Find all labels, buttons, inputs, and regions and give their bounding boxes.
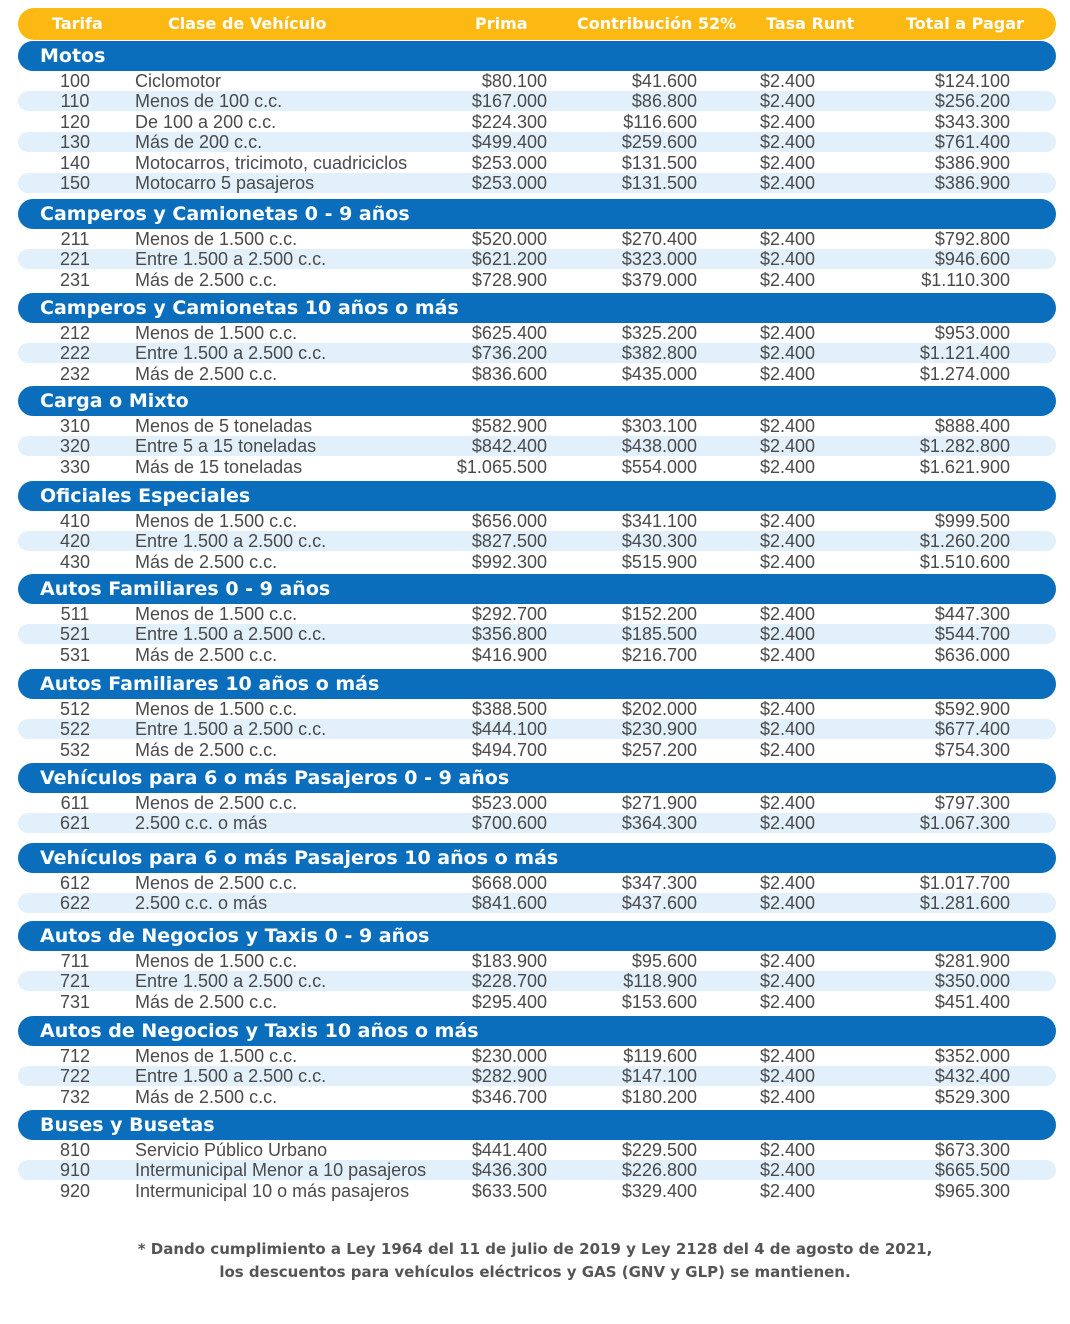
- contribucion-cell: $119.600: [623, 1046, 697, 1066]
- runt-cell: $2.400: [759, 1180, 815, 1201]
- contribucion-cell: $230.900: [621, 719, 697, 740]
- table-row: [18, 793, 1056, 813]
- prima-cell: $520.000: [471, 229, 547, 249]
- tarifa-cell: 910: [59, 1160, 91, 1181]
- total-cell: $999.500: [934, 511, 1010, 531]
- total-cell: $761.400: [934, 132, 1010, 153]
- total-cell: $451.400: [934, 991, 1010, 1012]
- total-cell: $677.400: [934, 719, 1010, 740]
- tarifa-cell: 150: [59, 173, 91, 193]
- clase-cell: Más de 2.500 c.c.: [135, 991, 278, 1012]
- prima-cell: $167.000: [471, 91, 547, 112]
- table-row: [18, 1087, 1056, 1107]
- total-cell: $1.510.600: [919, 551, 1010, 572]
- total-cell: $754.300: [934, 739, 1010, 760]
- clase-cell: Menos de 100 c.c.: [135, 91, 283, 112]
- header-tarifa: Tarifa: [52, 14, 103, 33]
- prima-cell: $228.700: [471, 971, 547, 992]
- runt-cell: $2.400: [759, 229, 815, 249]
- contribucion-cell: $382.800: [621, 343, 697, 364]
- header-total: Total a Pagar: [906, 14, 1024, 33]
- tarifa-cell: 320: [59, 436, 91, 457]
- clase-cell: Menos de 1.500 c.c.: [135, 229, 298, 249]
- table-row: [18, 1140, 1056, 1160]
- prima-cell: $842.400: [471, 436, 547, 457]
- tarifa-cell: 522: [59, 719, 91, 740]
- contribucion-cell: $438.000: [621, 436, 697, 457]
- tarifa-cell: 120: [59, 111, 91, 132]
- tarifa-cell: 221: [59, 249, 91, 270]
- runt-cell: $2.400: [759, 269, 815, 290]
- total-cell: $124.100: [934, 71, 1010, 91]
- tarifa-cell: 721: [59, 971, 91, 992]
- total-cell: $592.900: [934, 699, 1010, 719]
- table-row: [18, 112, 1056, 132]
- prima-cell: $736.200: [471, 343, 547, 364]
- table-row: [18, 873, 1056, 893]
- total-cell: $529.300: [934, 1086, 1010, 1107]
- total-cell: $946.600: [934, 249, 1010, 270]
- tarifa-cell: 110: [60, 91, 90, 112]
- contribucion-cell: $325.200: [621, 323, 697, 343]
- contribucion-cell: $364.300: [621, 813, 697, 834]
- runt-cell: $2.400: [759, 739, 815, 760]
- clase-cell: Entre 1.500 a 2.500 c.c.: [135, 343, 327, 364]
- table-row: [18, 71, 1056, 91]
- clase-cell: Más de 200 c.c.: [135, 132, 263, 153]
- total-cell: $1.621.900: [919, 456, 1010, 477]
- tarifa-cell: 232: [59, 363, 91, 384]
- prima-cell: $836.600: [471, 363, 547, 384]
- table-row: [18, 364, 1056, 384]
- tarifa-cell: 212: [59, 323, 91, 343]
- tarifa-cell: 521: [59, 624, 91, 645]
- table-row: [18, 436, 1056, 456]
- table-row: [18, 323, 1056, 343]
- contribucion-cell: $147.100: [621, 1066, 697, 1087]
- prima-cell: $183.900: [471, 951, 547, 971]
- total-cell: $256.200: [934, 91, 1010, 112]
- contribucion-cell: $202.000: [621, 699, 697, 719]
- clase-cell: Menos de 2.500 c.c.: [135, 793, 298, 813]
- runt-cell: $2.400: [759, 951, 815, 971]
- tarifa-cell: 711: [60, 951, 90, 971]
- section-header: Camperos y Camionetas 10 años o más: [18, 293, 1056, 323]
- prima-cell: $494.700: [471, 739, 547, 760]
- runt-cell: $2.400: [759, 991, 815, 1012]
- clase-cell: Más de 2.500 c.c.: [135, 739, 278, 760]
- table-row: [18, 719, 1056, 739]
- runt-cell: $2.400: [759, 1046, 815, 1066]
- runt-cell: $2.400: [759, 111, 815, 132]
- prima-cell: $253.000: [471, 152, 547, 173]
- prima-cell: $388.500: [471, 699, 547, 719]
- clase-cell: Motocarro 5 pasajeros: [135, 173, 315, 193]
- runt-cell: $2.400: [759, 416, 815, 436]
- total-cell: $1.067.300: [919, 813, 1010, 834]
- footnote: [0, 1238, 1070, 1284]
- tarifa-cell: 330: [59, 456, 91, 477]
- contribucion-cell: $116.600: [623, 111, 697, 132]
- table-row: [18, 153, 1056, 173]
- prima-cell: $827.500: [471, 531, 547, 552]
- tarifa-cell: 430: [59, 551, 91, 572]
- runt-cell: $2.400: [759, 173, 815, 193]
- clase-cell: Menos de 1.500 c.c.: [135, 951, 298, 971]
- clase-cell: Ciclomotor: [135, 71, 222, 91]
- total-cell: $432.400: [934, 1066, 1010, 1087]
- tarifa-cell: 621: [59, 813, 91, 834]
- runt-cell: $2.400: [759, 91, 815, 112]
- runt-cell: $2.400: [759, 1160, 815, 1181]
- table-row: [18, 173, 1056, 193]
- runt-cell: $2.400: [759, 604, 815, 624]
- table-row: [18, 604, 1056, 624]
- prima-cell: $253.000: [471, 173, 547, 193]
- section-header: Autos de Negocios y Taxis 0 - 9 años: [18, 921, 1056, 951]
- runt-cell: $2.400: [759, 1066, 815, 1087]
- table-row: [18, 1160, 1056, 1180]
- total-cell: $965.300: [934, 1180, 1010, 1201]
- tarifa-cell: 211: [60, 229, 90, 249]
- runt-cell: $2.400: [759, 813, 815, 834]
- prima-cell: $523.000: [471, 793, 547, 813]
- prima-cell: $992.300: [471, 551, 547, 572]
- clase-cell: Intermunicipal 10 o más pasajeros: [135, 1180, 410, 1201]
- table-row: [18, 552, 1056, 572]
- tarifa-cell: 420: [59, 531, 91, 552]
- contribucion-cell: $430.300: [621, 531, 697, 552]
- prima-cell: $621.200: [471, 249, 547, 270]
- prima-cell: $668.000: [471, 873, 547, 893]
- total-cell: $665.500: [934, 1160, 1010, 1181]
- total-cell: $544.700: [934, 624, 1010, 645]
- prima-cell: $728.900: [471, 269, 547, 290]
- prima-cell: $656.000: [471, 511, 547, 531]
- total-cell: $1.121.400: [919, 343, 1010, 364]
- runt-cell: $2.400: [759, 793, 815, 813]
- runt-cell: $2.400: [759, 719, 815, 740]
- total-cell: $1.274.000: [919, 363, 1010, 384]
- table-row: [18, 1181, 1056, 1201]
- runt-cell: $2.400: [759, 343, 815, 364]
- tarifa-cell: 512: [59, 699, 91, 719]
- total-cell: $281.900: [934, 951, 1010, 971]
- section-header: Autos Familiares 0 - 9 años: [18, 574, 1056, 604]
- total-cell: $1.110.300: [921, 269, 1010, 290]
- clase-cell: Menos de 1.500 c.c.: [135, 323, 298, 343]
- contribucion-cell: $270.400: [621, 229, 697, 249]
- clase-cell: Menos de 2.500 c.c.: [135, 873, 298, 893]
- table-row: [18, 1046, 1056, 1066]
- clase-cell: 2.500 c.c. o más: [135, 813, 268, 834]
- total-cell: $797.300: [934, 793, 1010, 813]
- section-header: Autos Familiares 10 años o más: [18, 669, 1056, 699]
- table-row: [18, 645, 1056, 665]
- contribucion-cell: $303.100: [621, 416, 697, 436]
- prima-cell: $441.400: [471, 1140, 547, 1160]
- prima-cell: $295.400: [471, 991, 547, 1012]
- table-row: [18, 740, 1056, 760]
- prima-cell: $633.500: [471, 1180, 547, 1201]
- runt-cell: $2.400: [759, 456, 815, 477]
- tarifa-cell: 920: [59, 1180, 91, 1201]
- runt-cell: $2.400: [759, 1086, 815, 1107]
- contribucion-cell: $259.600: [621, 132, 697, 153]
- clase-cell: Servicio Público Urbano: [135, 1140, 328, 1160]
- prima-cell: $282.900: [471, 1066, 547, 1087]
- table-row: [18, 992, 1056, 1012]
- clase-cell: Menos de 1.500 c.c.: [135, 604, 298, 624]
- table-row: [18, 1066, 1056, 1086]
- clase-cell: 2.500 c.c. o más: [135, 893, 268, 914]
- runt-cell: $2.400: [759, 531, 815, 552]
- total-cell: $447.300: [934, 604, 1010, 624]
- contribucion-cell: $329.400: [621, 1180, 697, 1201]
- contribucion-cell: $271.900: [621, 793, 697, 813]
- runt-cell: $2.400: [759, 873, 815, 893]
- total-cell: $1.260.200: [919, 531, 1010, 552]
- contribucion-cell: $437.600: [621, 893, 697, 914]
- section-header: Autos de Negocios y Taxis 10 años o más: [18, 1016, 1056, 1046]
- tarifa-cell: 410: [59, 511, 91, 531]
- contribucion-cell: $379.000: [621, 269, 697, 290]
- table-row: [18, 699, 1056, 719]
- runt-cell: $2.400: [759, 551, 815, 572]
- clase-cell: Más de 15 toneladas: [135, 456, 303, 477]
- contribucion-cell: $341.100: [621, 511, 697, 531]
- runt-cell: $2.400: [759, 1140, 815, 1160]
- contribucion-cell: $131.500: [621, 152, 697, 173]
- total-cell: $1.282.800: [919, 436, 1010, 457]
- total-cell: $1.281.600: [919, 893, 1010, 914]
- clase-cell: Entre 1.500 a 2.500 c.c.: [135, 249, 327, 270]
- clase-cell: Menos de 5 toneladas: [135, 416, 313, 436]
- table-row: [18, 132, 1056, 152]
- total-cell: $386.900: [934, 173, 1010, 193]
- contribucion-cell: $226.800: [621, 1160, 697, 1181]
- table-row: [18, 343, 1056, 363]
- section-header: Buses y Busetas: [18, 1110, 1056, 1140]
- tarifa-cell: 622: [59, 893, 91, 914]
- clase-cell: Entre 1.500 a 2.500 c.c.: [135, 1066, 327, 1087]
- total-cell: $673.300: [934, 1140, 1010, 1160]
- header-runt: Tasa Runt: [766, 14, 855, 33]
- table-row: [18, 951, 1056, 971]
- section-header: Carga o Mixto: [18, 386, 1056, 416]
- tarifa-cell: 532: [59, 739, 91, 760]
- contribucion-cell: $86.800: [631, 91, 697, 112]
- prima-cell: $700.600: [471, 813, 547, 834]
- contribucion-cell: $118.900: [623, 971, 697, 992]
- tarifa-cell: 810: [59, 1140, 91, 1160]
- table-row: [18, 893, 1056, 913]
- runt-cell: $2.400: [759, 644, 815, 665]
- table-row: [18, 813, 1056, 833]
- clase-cell: Entre 1.500 a 2.500 c.c.: [135, 971, 327, 992]
- clase-cell: Entre 1.500 a 2.500 c.c.: [135, 531, 327, 552]
- clase-cell: Más de 2.500 c.c.: [135, 363, 278, 384]
- footnote-line-1: * Dando cumplimiento a Ley 1964 del 11 de julio de 2019 y Ley 2128 del 4 de agosto de 2021,: [137, 1240, 933, 1258]
- contribucion-cell: $515.900: [621, 551, 697, 572]
- tarifa-cell: 140: [59, 152, 91, 173]
- clase-cell: Entre 1.500 a 2.500 c.c.: [135, 719, 327, 740]
- tarifa-cell: 231: [59, 269, 91, 290]
- runt-cell: $2.400: [759, 624, 815, 645]
- clase-cell: Más de 2.500 c.c.: [135, 644, 278, 665]
- total-cell: $386.900: [934, 152, 1010, 173]
- runt-cell: $2.400: [759, 511, 815, 531]
- contribucion-cell: $180.200: [621, 1086, 697, 1107]
- prima-cell: $1.065.500: [456, 456, 547, 477]
- tarifa-cell: 732: [59, 1086, 91, 1107]
- total-cell: $343.300: [934, 111, 1010, 132]
- total-cell: $888.400: [934, 416, 1010, 436]
- runt-cell: $2.400: [759, 323, 815, 343]
- clase-cell: Más de 2.500 c.c.: [135, 1086, 278, 1107]
- runt-cell: $2.400: [759, 699, 815, 719]
- section-header: Motos: [18, 41, 1056, 71]
- table-row: [18, 229, 1056, 249]
- table-row: [18, 457, 1056, 477]
- prima-cell: $346.700: [471, 1086, 547, 1107]
- contribucion-cell: $229.500: [621, 1140, 697, 1160]
- contribucion-cell: $152.200: [621, 604, 697, 624]
- total-cell: $953.000: [934, 323, 1010, 343]
- header-clase: Clase de Vehículo: [168, 14, 327, 33]
- total-cell: $1.017.700: [919, 873, 1010, 893]
- runt-cell: $2.400: [759, 71, 815, 91]
- clase-cell: Motocarros, tricimoto, cuadriciclos: [135, 152, 408, 173]
- table-row: [18, 91, 1056, 111]
- tarifa-cell: 531: [59, 644, 91, 665]
- tarifa-cell: 611: [60, 793, 90, 813]
- clase-cell: Más de 2.500 c.c.: [135, 551, 278, 572]
- footnote-line-2: los descuentos para vehículos eléctricos y GAS (GNV y GLP) se mantienen.: [219, 1263, 851, 1281]
- table-row: [18, 531, 1056, 551]
- contribucion-cell: $257.200: [621, 739, 697, 760]
- tarifa-cell: 722: [59, 1066, 91, 1087]
- prima-cell: $356.800: [471, 624, 547, 645]
- prima-cell: $582.900: [471, 416, 547, 436]
- prima-cell: $499.400: [471, 132, 547, 153]
- contribucion-cell: $435.000: [621, 363, 697, 384]
- contribucion-cell: $185.500: [621, 624, 697, 645]
- runt-cell: $2.400: [759, 893, 815, 914]
- section-header: Oficiales Especiales: [18, 481, 1056, 511]
- table-row: [18, 971, 1056, 991]
- prima-cell: $444.100: [471, 719, 547, 740]
- total-cell: $636.000: [934, 644, 1010, 665]
- runt-cell: $2.400: [759, 436, 815, 457]
- table-row: [18, 416, 1056, 436]
- prima-cell: $224.300: [471, 111, 547, 132]
- table-row: [18, 249, 1056, 269]
- total-cell: $350.000: [934, 971, 1010, 992]
- prima-cell: $436.300: [471, 1160, 547, 1181]
- section-header: Camperos y Camionetas 0 - 9 años: [18, 199, 1056, 229]
- clase-cell: Menos de 1.500 c.c.: [135, 511, 298, 531]
- contribucion-cell: $95.600: [631, 951, 697, 971]
- prima-cell: $416.900: [471, 644, 547, 665]
- clase-cell: Intermunicipal Menor a 10 pasajeros: [135, 1160, 427, 1181]
- contribucion-cell: $323.000: [621, 249, 697, 270]
- runt-cell: $2.400: [759, 249, 815, 270]
- prima-cell: $80.100: [481, 71, 547, 91]
- tarifa-cell: 612: [59, 873, 91, 893]
- prima-cell: $625.400: [471, 323, 547, 343]
- runt-cell: $2.400: [759, 971, 815, 992]
- table-row: [18, 511, 1056, 531]
- tarifa-cell: 731: [59, 991, 91, 1012]
- total-cell: $792.800: [934, 229, 1010, 249]
- runt-cell: $2.400: [759, 132, 815, 153]
- prima-cell: $230.000: [471, 1046, 547, 1066]
- tarifa-cell: 222: [59, 343, 91, 364]
- prima-cell: $292.700: [471, 604, 547, 624]
- clase-cell: Entre 5 a 15 toneladas: [135, 436, 317, 457]
- clase-cell: Menos de 1.500 c.c.: [135, 1046, 298, 1066]
- clase-cell: Entre 1.500 a 2.500 c.c.: [135, 624, 327, 645]
- tarifa-cell: 130: [59, 132, 91, 153]
- contribucion-cell: $153.600: [621, 991, 697, 1012]
- contribucion-cell: $131.500: [621, 173, 697, 193]
- header-contribucion: Contribución 52%: [577, 14, 737, 33]
- clase-cell: Menos de 1.500 c.c.: [135, 699, 298, 719]
- header-prima: Prima: [475, 14, 528, 33]
- tarifa-cell: 511: [60, 604, 90, 624]
- table-row: [18, 270, 1056, 290]
- contribucion-cell: $554.000: [621, 456, 697, 477]
- contribucion-cell: $347.300: [621, 873, 697, 893]
- section-header: Vehículos para 6 o más Pasajeros 10 años o más: [18, 843, 1056, 873]
- clase-cell: De 100 a 200 c.c.: [135, 111, 277, 132]
- runt-cell: $2.400: [759, 363, 815, 384]
- tarifa-cell: 100: [59, 71, 91, 91]
- section-header: Vehículos para 6 o más Pasajeros 0 - 9 años: [18, 763, 1056, 793]
- tarifa-cell: 712: [59, 1046, 91, 1066]
- contribucion-cell: $41.600: [631, 71, 697, 91]
- tarifa-cell: 310: [59, 416, 91, 436]
- total-cell: $352.000: [934, 1046, 1010, 1066]
- clase-cell: Más de 2.500 c.c.: [135, 269, 278, 290]
- table-row: [18, 624, 1056, 644]
- contribucion-cell: $216.700: [621, 644, 697, 665]
- runt-cell: $2.400: [759, 152, 815, 173]
- prima-cell: $841.600: [471, 893, 547, 914]
